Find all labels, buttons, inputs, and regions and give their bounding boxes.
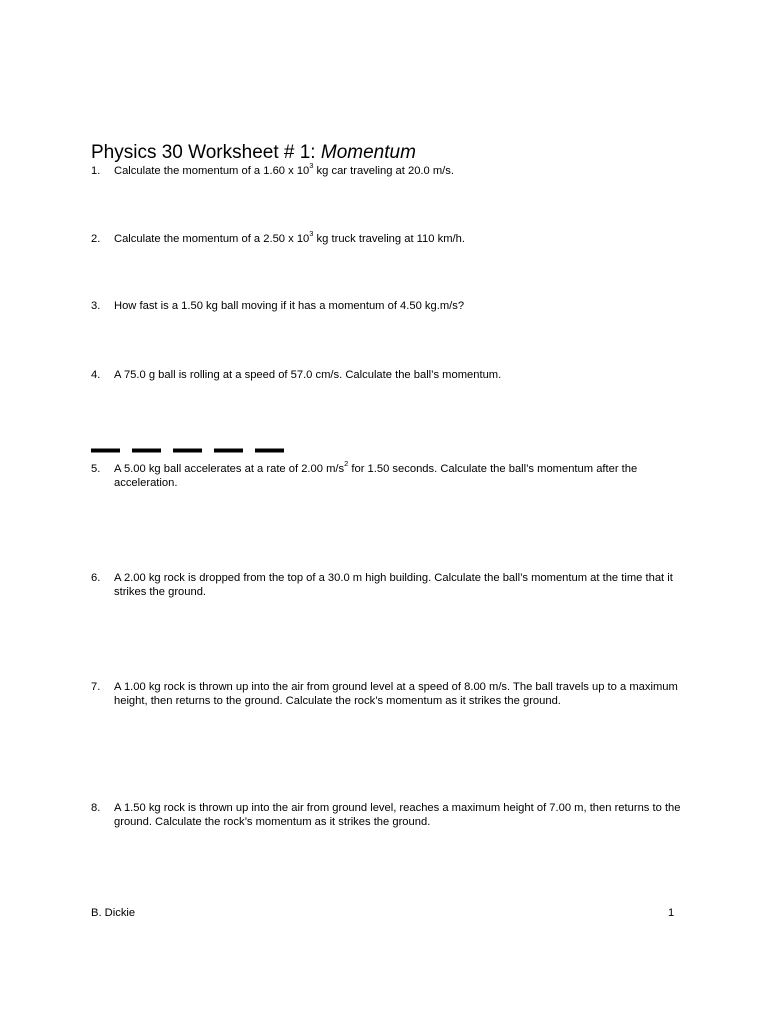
question-1 <box>91 161 691 179</box>
question-number: 1. <box>91 165 101 177</box>
question-text-main: Calculate the momentum of a 1.60 x 10 <box>114 165 310 177</box>
question-5 <box>91 459 691 490</box>
question-superscript: 3 <box>309 161 314 171</box>
question-6 <box>91 572 691 599</box>
question-text: A 2.00 kg rock is dropped from the top of a 30.0 m high building. Calculate the ball’s momentum at the time that it strikes the ground. <box>114 572 673 598</box>
question-text <box>114 459 691 490</box>
question-text-rest: for 1.50 seconds. Calculate the ball’s momentum after the acceleration. <box>114 463 638 489</box>
question-text-rest: kg truck traveling at 110 km/h. <box>313 233 465 245</box>
question-3 <box>91 300 691 314</box>
question-text: A 1.00 kg rock is thrown up into the air from ground level at a speed of 8.00 m/s. The ball travels up to a maximum height, then returns to the ground. Calculate the rock’s momentum as it strikes the ground. <box>114 681 678 707</box>
question-text-main: A 5.00 kg ball accelerates at a rate of 2.00 m/s <box>114 463 345 475</box>
question-number: 5. <box>91 463 101 475</box>
question-text-main: Calculate the momentum of a 2.50 x 10 <box>114 233 310 245</box>
question-number: 8. <box>91 802 101 814</box>
question-text: A 1.50 kg rock is thrown up into the air from ground level, reaches a maximum height of 7.00 m, then returns to the ground. Calculate the rock’s momentum as it strikes the ground. <box>114 802 681 828</box>
question-text: How fast is a 1.50 kg ball moving if it has a momentum of 4.50 kg.m/s? <box>114 300 465 312</box>
question-text: A 75.0 g ball is rolling at a speed of 57.0 cm/s. Calculate the ball’s momentum. <box>114 369 502 381</box>
question-superscript: 3 <box>309 229 314 239</box>
question-7 <box>91 681 691 708</box>
worksheet-title <box>91 141 416 165</box>
question-4 <box>91 369 691 383</box>
footer-page-number: 1 <box>668 907 675 919</box>
question-text <box>114 161 691 179</box>
question-text <box>114 229 691 247</box>
question-number: 6. <box>91 572 101 584</box>
question-2 <box>91 229 691 247</box>
question-superscript: 2 <box>344 459 349 469</box>
question-number: 4. <box>91 369 101 381</box>
question-number: 3. <box>91 300 101 312</box>
title-main: Physics 30 Worksheet # 1: <box>91 141 316 163</box>
question-number: 7. <box>91 681 101 693</box>
separator-dashed-line <box>91 448 291 453</box>
title-topic: Momentum <box>320 141 416 163</box>
footer-author: B. Dickie <box>91 907 136 919</box>
question-8 <box>91 802 691 829</box>
question-number: 2. <box>91 233 101 245</box>
question-text-rest: kg car traveling at 20.0 m/s. <box>313 165 454 177</box>
